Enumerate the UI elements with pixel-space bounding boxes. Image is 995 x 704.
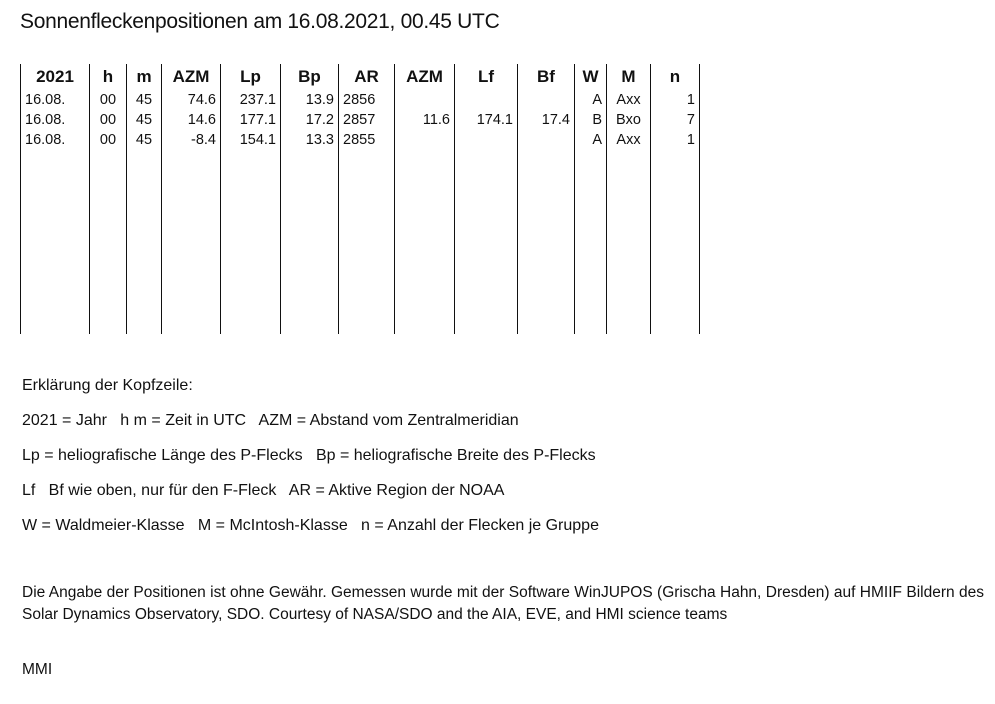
table-cell xyxy=(455,130,517,150)
legend-line: Lp = heliografische Länge des P-Flecks Bp = heliografische Breite des P-Flecks xyxy=(22,447,596,464)
table-cell: A xyxy=(592,92,602,108)
table-cell: 00 xyxy=(99,132,117,148)
table-cell: Axx xyxy=(616,92,641,108)
column-bf xyxy=(517,64,574,334)
column-azm-f xyxy=(394,64,454,334)
column-bp xyxy=(280,64,338,334)
table-cell: 2856 xyxy=(343,92,376,108)
table-cell: 1 xyxy=(686,92,695,108)
legend-heading: Erklärung der Kopfzeile: xyxy=(22,377,193,394)
table-cell: 17.4 xyxy=(541,112,570,128)
table-cell: 2857 xyxy=(343,112,376,128)
table-cell: Bxo xyxy=(616,112,641,128)
table-cell: 14.6 xyxy=(187,112,216,128)
table-cell xyxy=(455,90,517,110)
table-cell: 16.08. xyxy=(25,132,66,148)
column-header: AR xyxy=(354,67,379,86)
column-header: M xyxy=(621,67,636,86)
table-cell: 1 xyxy=(686,132,695,148)
table-cell xyxy=(518,90,574,110)
table-cell: 45 xyxy=(135,132,153,148)
column-count xyxy=(650,64,700,334)
table-cell: 00 xyxy=(99,92,117,108)
author-signature: MMI xyxy=(22,661,53,678)
column-waldmeier xyxy=(574,64,606,334)
legend-line: 2021 = Jahr h m = Zeit in UTC AZM = Abstand vom Zentralmeridian xyxy=(22,412,519,429)
table-cell: 45 xyxy=(135,112,153,128)
sunspot-table xyxy=(20,64,700,334)
column-mcintosh xyxy=(606,64,650,334)
column-header: W xyxy=(582,67,599,86)
column-header: Bf xyxy=(537,67,555,86)
column-minute xyxy=(126,64,161,334)
table-cell xyxy=(395,130,454,150)
table-cell: 45 xyxy=(135,92,153,108)
table-cell: 174.1 xyxy=(476,112,513,128)
table-cell: 7 xyxy=(686,112,695,128)
column-header: AZM xyxy=(406,67,443,86)
column-header: Lf xyxy=(477,67,495,86)
header-legend xyxy=(22,372,599,547)
table-cell: 154.1 xyxy=(239,132,276,148)
table-cell: 13.3 xyxy=(305,132,334,148)
column-header: n xyxy=(669,67,681,86)
table-cell: 13.9 xyxy=(305,92,334,108)
table-cell: B xyxy=(592,112,602,128)
disclaimer-text: Die Angabe der Positionen ist ohne Gewähr. Gemessen wurde mit der Software WinJUPOS (Grischa Hahn, Dresden) auf HMIIF Bildern des Solar Dynamics Observatory, SDO. Courtesy of NASA/SDO and the AIA, EVE, and HMI science teams xyxy=(22,584,984,623)
column-lp xyxy=(220,64,280,334)
table-cell: 177.1 xyxy=(239,112,276,128)
column-header: AZM xyxy=(172,67,210,86)
column-header: 2021 xyxy=(36,67,74,86)
legend-line: Lf Bf wie oben, nur für den F-Fleck AR = Aktive Region der NOAA xyxy=(22,482,505,499)
column-hour xyxy=(89,64,126,334)
table-cell: 74.6 xyxy=(187,92,216,108)
table-cell: 16.08. xyxy=(25,112,66,128)
column-azm-p xyxy=(161,64,220,334)
column-header: Lp xyxy=(240,67,261,86)
column-ar xyxy=(338,64,394,334)
column-header: Bp xyxy=(298,67,321,86)
table-cell xyxy=(518,130,574,150)
table-cell: 00 xyxy=(99,112,117,128)
table-cell: A xyxy=(592,132,602,148)
column-header: h xyxy=(102,67,114,86)
table-cell xyxy=(395,90,454,110)
column-date xyxy=(20,64,89,334)
table-cell: 17.2 xyxy=(305,112,334,128)
page-title: Sonnenfleckenpositionen am 16.08.2021, 00.45 UTC xyxy=(20,10,500,33)
table-cell: 237.1 xyxy=(239,92,276,108)
column-header: m xyxy=(136,67,152,86)
table-cell: -8.4 xyxy=(191,132,216,148)
legend-line: W = Waldmeier-Klasse M = McIntosh-Klasse n = Anzahl der Flecken je Gruppe xyxy=(22,517,599,534)
table-cell: 11.6 xyxy=(422,112,450,128)
table-cell: Axx xyxy=(616,132,641,148)
column-lf xyxy=(454,64,517,334)
table-cell: 2855 xyxy=(343,132,376,148)
table-cell: 16.08. xyxy=(25,92,66,108)
